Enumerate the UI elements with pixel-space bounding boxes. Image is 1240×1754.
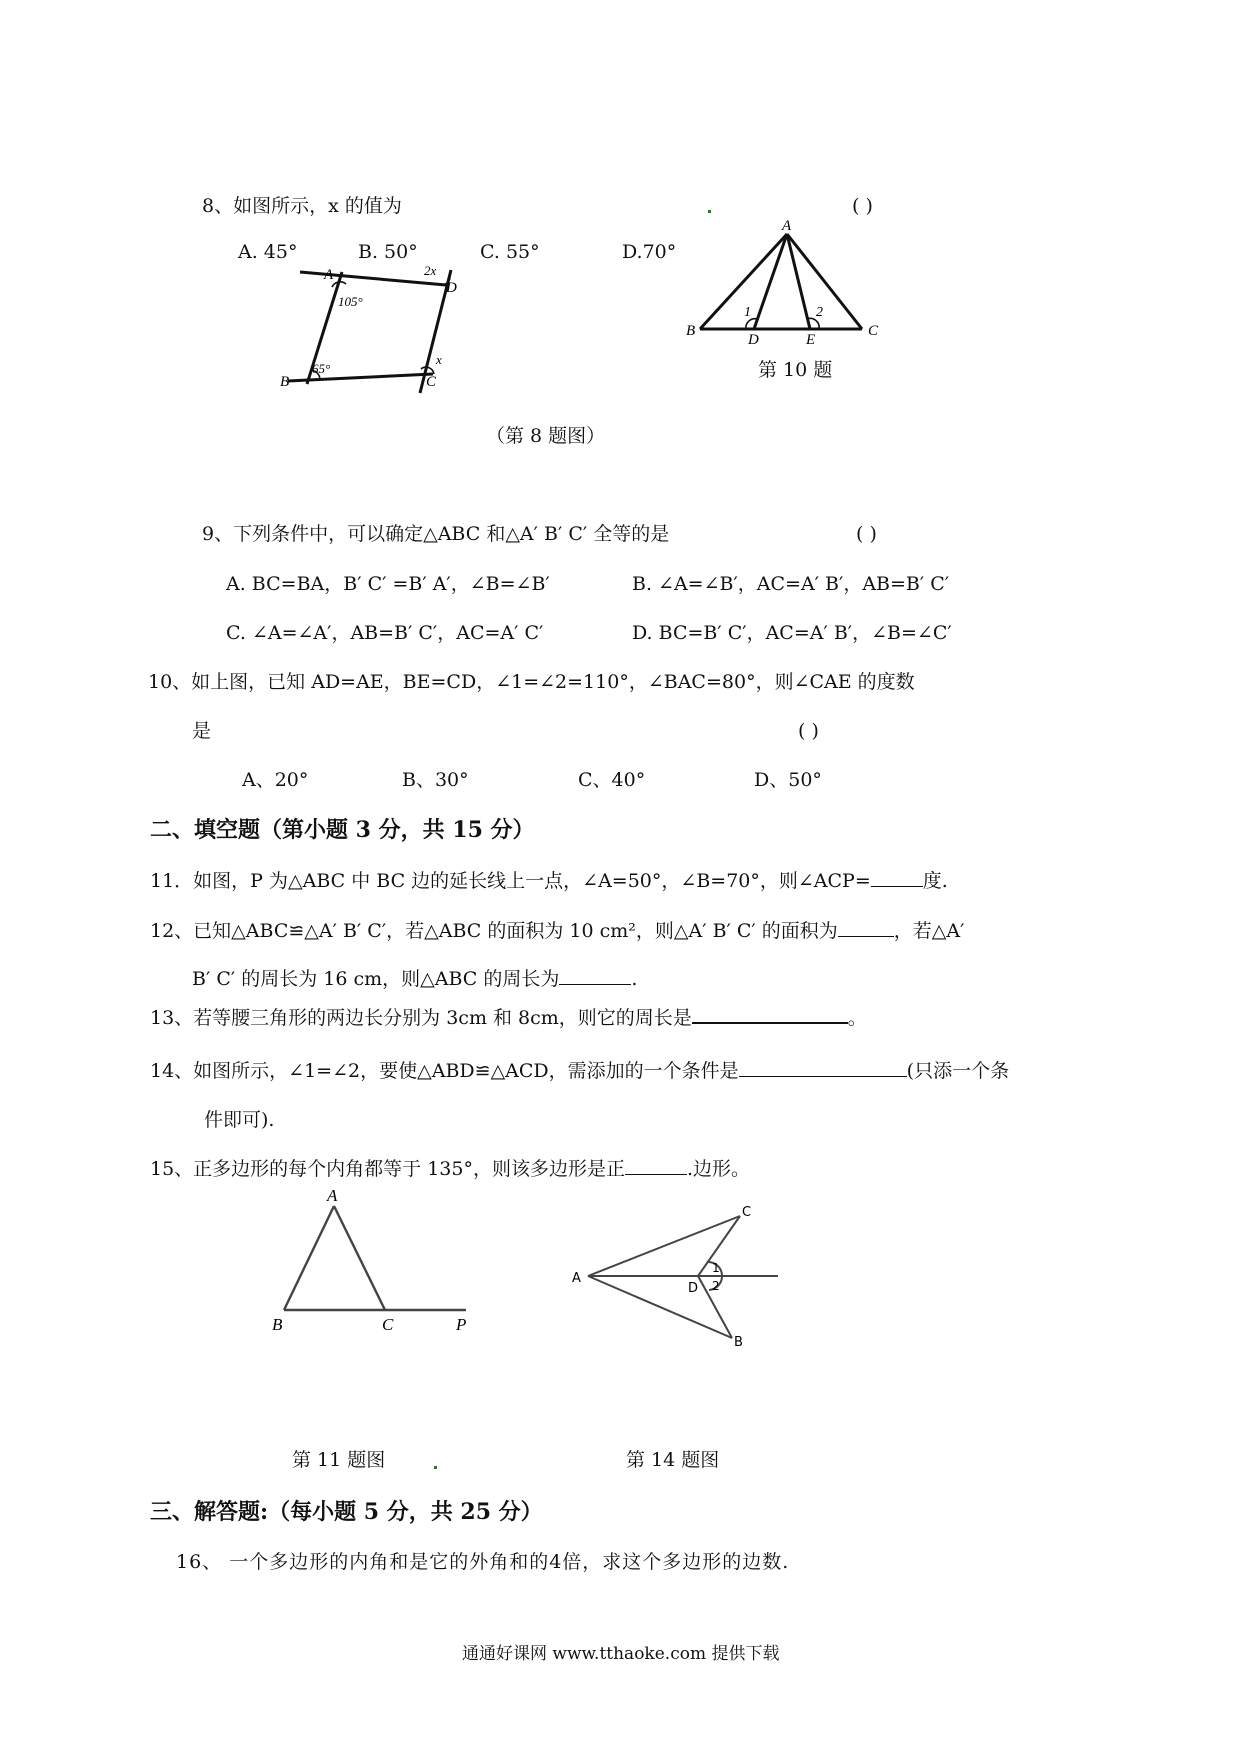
- q14-label-d: D: [688, 1281, 699, 1296]
- q11-label-a: A: [327, 1186, 338, 1205]
- q15-text: [150, 1156, 750, 1181]
- q9-option-b: B. ∠A=∠B′，AC=A′ B′，AB=B′ C′: [632, 573, 950, 595]
- q14-text-after: (只添一个条: [906, 1060, 1010, 1082]
- q9-option-c: C. ∠A=∠A′，AB=B′ C′，AC=A′ C′: [226, 622, 544, 644]
- q10-label-b: B: [686, 323, 696, 339]
- scan-speck: [434, 1466, 437, 1469]
- q11-text-after: 度.: [922, 870, 948, 892]
- q11-figure: [272, 1186, 482, 1334]
- q8-option-a: A. 45°: [238, 241, 298, 263]
- q12-line2-before: B′ C′ 的周长为 16 cm，则△ABC 的周长为: [192, 968, 560, 990]
- q8-answer-paren: ( ): [852, 195, 873, 217]
- q11-answer-blank[interactable]: [871, 868, 923, 887]
- q15-text-before: 15、正多边形的每个内角都等于 135°，则该多边形是正: [150, 1158, 625, 1180]
- q15-text-after: .边形。: [686, 1158, 751, 1180]
- q10-label-1: 1: [744, 305, 751, 320]
- q8-stem: 8、如图所示，x 的值为: [202, 195, 402, 217]
- q14-label-2: 2: [712, 1279, 720, 1293]
- q16-text: 16、 一个多边形的内角和是它的外角和的4倍，求这个多边形的边数.: [176, 1551, 790, 1573]
- q13-text-after: 。: [847, 1007, 867, 1029]
- q14-text: [150, 1058, 1009, 1083]
- q8-option-d: D.70°: [622, 241, 677, 263]
- q8-label-d: D: [446, 280, 457, 296]
- q9-stem: 9、下列条件中，可以确定△ABC 和△A′ B′ C′ 全等的是: [202, 523, 670, 545]
- q8-angle-2x: 2x: [424, 263, 437, 278]
- q9-answer-paren: ( ): [856, 523, 877, 545]
- q14-label-b: B: [734, 1335, 743, 1350]
- q10-label-e: E: [806, 332, 816, 348]
- q14-text-line2: 件即可).: [204, 1109, 275, 1131]
- q8-option-b: B. 50°: [358, 241, 418, 263]
- q12-line2-end: .: [631, 968, 638, 990]
- q10-option-a: A、20°: [242, 769, 309, 791]
- q14-label-c: C: [742, 1205, 752, 1220]
- q10-label-a: A: [782, 218, 792, 234]
- q10-option-c: C、40°: [578, 769, 646, 791]
- q9-option-d: D. BC=B′ C′，AC=A′ B′，∠B=∠C′: [632, 622, 952, 644]
- q14-answer-blank[interactable]: [739, 1058, 907, 1077]
- footer-text: 通通好课网 www.tthaoke.com 提供下载: [462, 1644, 780, 1664]
- q8-label-b: B: [280, 374, 290, 390]
- q8-label-a: A: [324, 267, 334, 283]
- q10-option-d: D、50°: [754, 769, 822, 791]
- q12-text-line2: [192, 966, 637, 991]
- q11-label-b: B: [272, 1315, 283, 1334]
- q10-stem-line2: 是: [192, 720, 212, 742]
- q13-text-before: 13、若等腰三角形的两边长分别为 3cm 和 8cm，则它的周长是: [150, 1007, 692, 1029]
- q13-answer-blank[interactable]: [692, 1004, 848, 1024]
- q14-figure-caption: 第 14 题图: [626, 1449, 720, 1471]
- q11-text: [150, 868, 948, 893]
- q14-label-a: A: [572, 1271, 581, 1286]
- q12-area-blank[interactable]: [838, 918, 894, 937]
- q14-text-before: 14、如图所示，∠1=∠2，要使△ABD≌△ACD，需添加的一个条件是: [150, 1060, 739, 1082]
- q8-angle-65: 65°: [312, 361, 331, 376]
- q10-option-b: B、30°: [402, 769, 469, 791]
- q10-figure: [682, 218, 882, 348]
- q10-stem: 10、如上图，已知 AD=AE，BE=CD，∠1=∠2=110°，∠BAC=80°，则∠CAE 的度数: [148, 671, 915, 693]
- q8-angle-x: x: [436, 352, 442, 367]
- q12-text: [150, 918, 964, 943]
- q12-text-before: 12、已知△ABC≌△A′ B′ C′，若△ABC 的面积为 10 cm²，则△A′ B′ C′ 的面积为: [150, 920, 838, 942]
- q10-label-2: 2: [816, 305, 823, 320]
- section-2-heading: 二、填空题（第小题 3 分，共 15 分）: [150, 817, 535, 843]
- q8-angle-105: 105°: [338, 294, 363, 309]
- q9-option-a: A. BC=BA，B′ C′ =B′ A′，∠B=∠B′: [226, 573, 550, 595]
- q12-text-mid: ，若△A′: [893, 920, 965, 942]
- section-3-heading: 三、解答题:（每小题 5 分，共 25 分）: [150, 1499, 543, 1525]
- q8-figure: [280, 263, 457, 399]
- q10-label-c: C: [868, 323, 879, 339]
- q14-label-1: 1: [712, 1261, 720, 1275]
- q11-label-c: C: [382, 1315, 394, 1334]
- q13-text: [150, 1004, 867, 1030]
- q11-text-before: 11．如图，P 为△ABC 中 BC 边的延长线上一点，∠A=50°，∠B=70°，则∠ACP=: [150, 870, 871, 892]
- scan-speck: [708, 210, 711, 213]
- q14-figure: [572, 1200, 802, 1350]
- q10-answer-paren: ( ): [798, 720, 819, 742]
- q12-perimeter-blank[interactable]: [559, 966, 631, 985]
- q10-label-d: D: [748, 332, 759, 348]
- q8-label-c: C: [426, 374, 437, 390]
- q8-figure-caption: （第 8 题图）: [486, 425, 606, 447]
- q15-answer-blank[interactable]: [625, 1156, 687, 1175]
- q11-label-p: P: [456, 1315, 467, 1334]
- q8-option-c: C. 55°: [480, 241, 540, 263]
- q10-figure-caption: 第 10 题: [758, 359, 833, 381]
- q11-figure-caption: 第 11 题图: [292, 1449, 386, 1471]
